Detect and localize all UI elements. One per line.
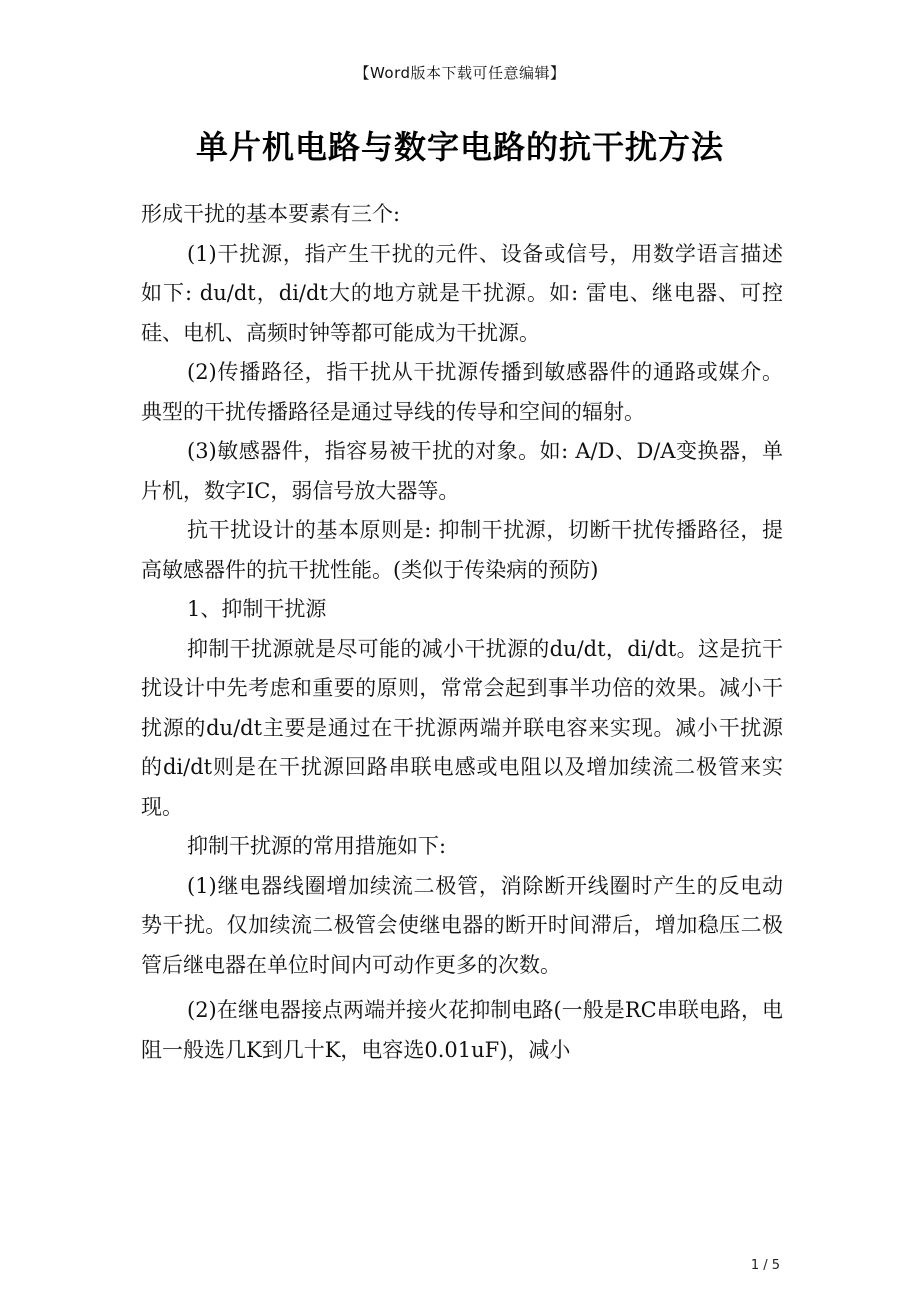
page-number: 1 / 5 (750, 1258, 780, 1273)
paragraph: 抑制干扰源的常用措施如下: (187, 834, 447, 858)
paragraph: (2)传播路径，指干扰从干扰源传播到敏感器件的通路或媒介。典型的干扰传播路径是通过导线的传导和空间的辐射。 (141, 360, 783, 424)
paragraph: 抑制干扰源就是尽可能的减小干扰源的du/dt，di/dt。这是抗干扰设计中先考虑和重要的原则，常常会起到事半功倍的效果。减小干扰源的du/dt主要是通过在干扰源两端并联电容来实现。减小干扰源的di/dt则是在干扰源回路串联电感或电阻以及增加续流二极管来实现。 (141, 636, 783, 819)
paragraph: (3)敏感器件，指容易被干扰的对象。如: A/D、D/A变换器，单片机，数字IC，弱信号放大器等。 (141, 439, 783, 503)
paragraph: (1)继电器线圈增加续流二极管，消除断开线圈时产生的反电动势干扰。仅加续流二极管会使继电器的断开时间滞后，增加稳压二极管后继电器在单位时间内可动作更多的次数。 (141, 873, 783, 977)
paragraph: (2)在继电器接点两端并接火花抑制电路(一般是RC串联电路，电阻一般选几K到几十K，电容选0.01uF)，减小 (141, 998, 783, 1062)
section-heading: 1、抑制干扰源 (187, 597, 327, 621)
paragraph: 抗干扰设计的基本原则是: 抑制干扰源，切断干扰传播路径，提高敏感器件的抗干扰性能。(类似于传染病的预防) (141, 518, 783, 582)
header-note: 【Word版本下载可任意编辑】 (354, 64, 566, 82)
paragraph: (1)干扰源，指产生干扰的元件、设备或信号，用数学语言描述如下: du/dt，di/dt大的地方就是干扰源。如: 雷电、继电器、可控硅、电机、高频时钟等都可能成为干扰源。 (141, 241, 783, 345)
paragraph: 形成干扰的基本要素有三个: (141, 202, 401, 226)
document-body (141, 195, 783, 1070)
document-title: 单片机电路与数字电路的抗干扰方法 (195, 128, 724, 166)
